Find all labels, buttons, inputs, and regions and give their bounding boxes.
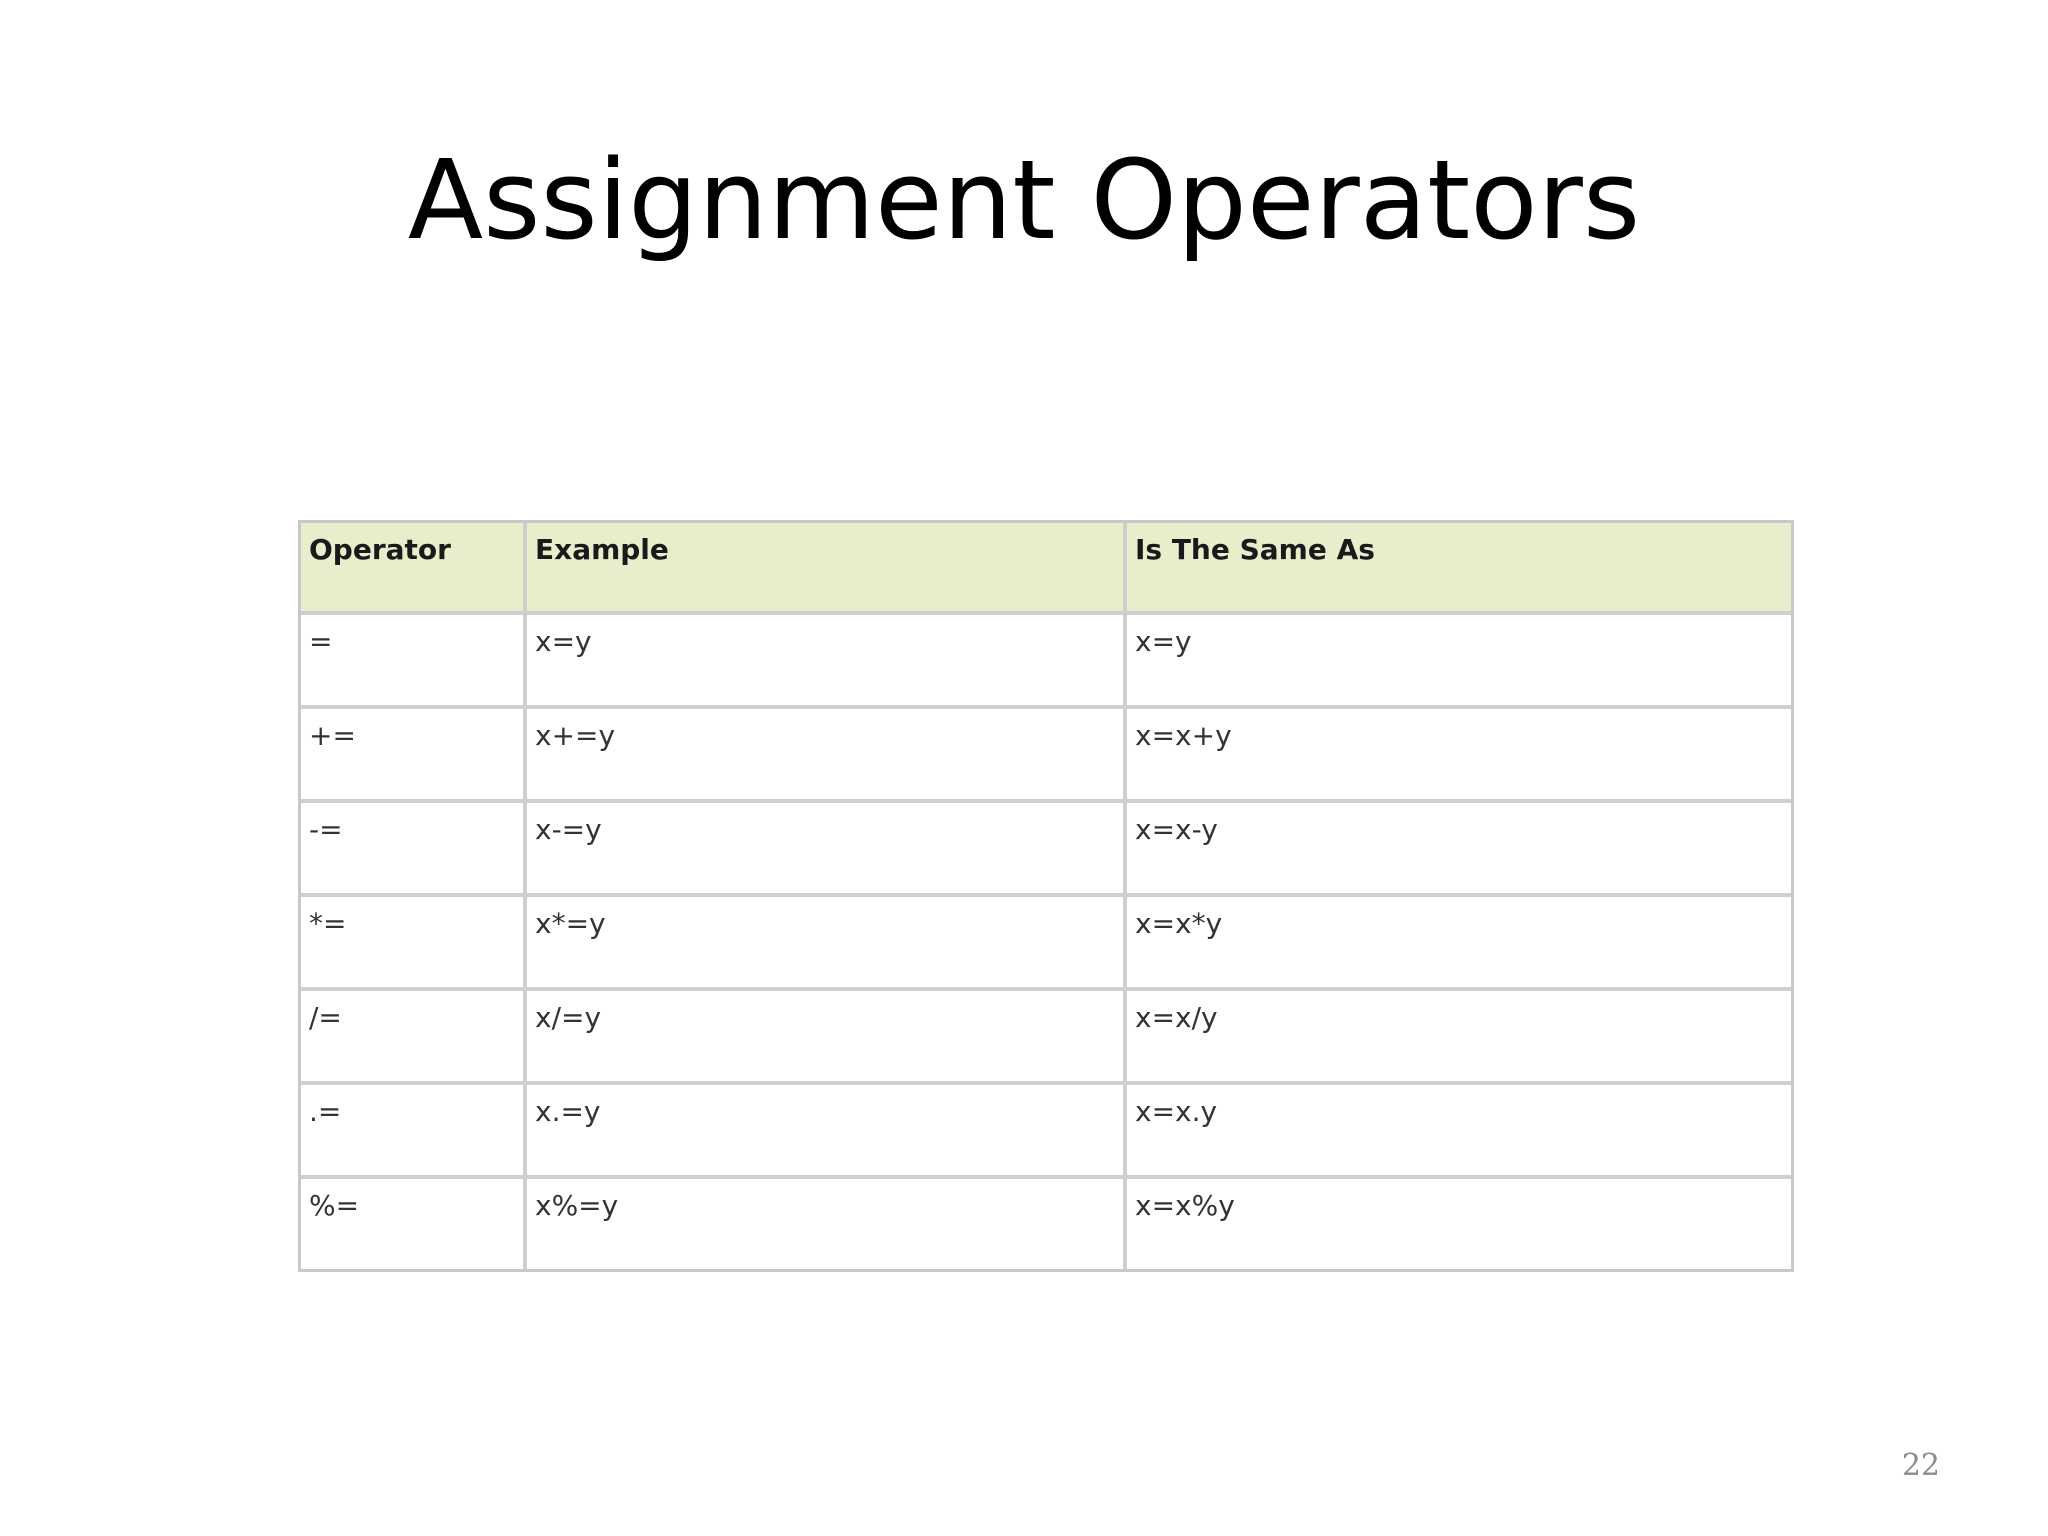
- operator-cell: .=: [301, 1085, 527, 1179]
- table-row: [301, 1085, 1791, 1179]
- example-cell: x-=y: [527, 803, 1127, 897]
- operator-cell: *=: [301, 897, 527, 991]
- same-as-cell: x=x.y: [1127, 1085, 1791, 1179]
- header-same-as: Is The Same As: [1127, 523, 1791, 615]
- table-header-row: [301, 523, 1791, 615]
- header-example: Example: [527, 523, 1127, 615]
- same-as-cell: x=x*y: [1127, 897, 1791, 991]
- table-row: [301, 897, 1791, 991]
- table-row: [301, 803, 1791, 897]
- same-as-cell: x=x%y: [1127, 1179, 1791, 1269]
- operator-cell: +=: [301, 709, 527, 803]
- example-cell: x.=y: [527, 1085, 1127, 1179]
- example-cell: x=y: [527, 615, 1127, 709]
- example-cell: x*=y: [527, 897, 1127, 991]
- same-as-cell: x=x+y: [1127, 709, 1791, 803]
- header-operator: Operator: [301, 523, 527, 615]
- example-cell: x+=y: [527, 709, 1127, 803]
- table-row: [301, 1179, 1791, 1269]
- table-row: [301, 709, 1791, 803]
- table-row: [301, 991, 1791, 1085]
- same-as-cell: x=x/y: [1127, 991, 1791, 1085]
- same-as-cell: x=x-y: [1127, 803, 1791, 897]
- table-row: [301, 615, 1791, 709]
- example-cell: x/=y: [527, 991, 1127, 1085]
- operators-table: [298, 520, 1794, 1272]
- same-as-cell: x=y: [1127, 615, 1791, 709]
- operator-cell: /=: [301, 991, 527, 1085]
- example-cell: x%=y: [527, 1179, 1127, 1269]
- slide-title: Assignment Operators: [407, 136, 1641, 264]
- page-number: 22: [1901, 1448, 1940, 1483]
- operator-cell: -=: [301, 803, 527, 897]
- operator-cell: %=: [301, 1179, 527, 1269]
- operator-cell: =: [301, 615, 527, 709]
- operators-table-container: [298, 520, 1794, 1272]
